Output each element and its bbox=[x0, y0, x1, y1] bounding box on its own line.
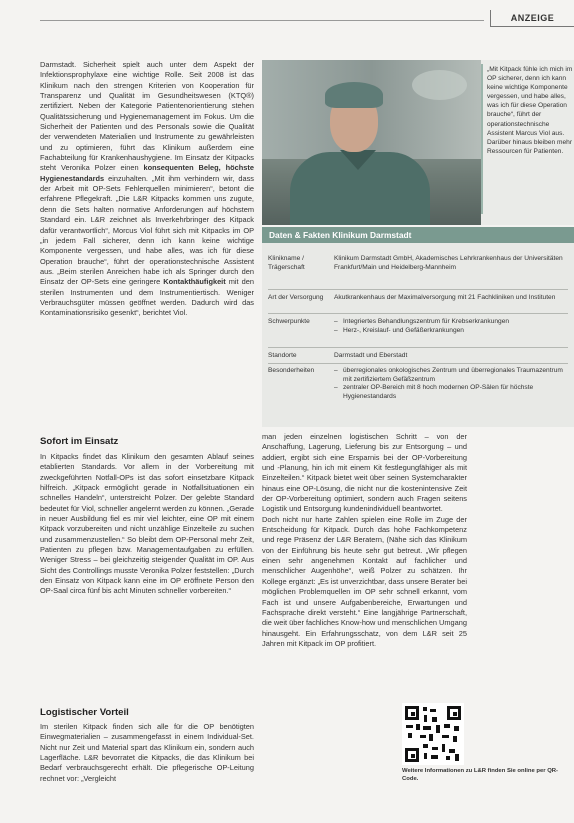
facts-key: Schwerpunkte bbox=[268, 318, 310, 325]
intro-bold-2: Kontakthäufigkeit bbox=[163, 277, 226, 287]
intro-text-3: mit den sterilen Instrumenten und dem Instrumentiertisch. Weniger Verbrauchsgüter müssen geöffnet werden. Dadurch wird das Kontaminationsrisiko gesenkt“, berichtet Viol. bbox=[40, 277, 254, 318]
section-heading: Sofort im Einsatz bbox=[40, 436, 119, 447]
facts-list-item: – Integriertes Behandlungszentrum für Krebserkrankungen bbox=[334, 318, 566, 327]
header-rule bbox=[40, 20, 484, 21]
facts-value: Klinikum Darmstadt GmbH, Akademisches Lehrkrankenhaus der Universitäten Frankfurt/Main und Heidelberg-Mannheim bbox=[334, 255, 563, 271]
intro-column bbox=[40, 60, 254, 319]
right-paragraph: Doch nicht nur harte Zahlen spielen eine Rolle im Zuge der Entscheidung für Kitpack. Durch das hohe Fachkompetenz und rege Präsenz der L&R Beratern, (Nähe sich das Klinikum von der Einführung bis heute sehr gut betreut. „Wir pflegen einen sehr angenehmen Kontakt auf fachlicher und menschlicher Augenhöhe“, weiß Polzer zu schätzen. Ihr Kollege ergänzt: „Es ist unverzichtbar, dass unsere Berater bei möglichen Problemquellen im OP sehr schnell erkannt, vom Fach ist und unsere Aufgabenbereiche, Erwartungen und Fachsprache direkt versteht.“ Eine langjährige Partnerschaft, die weit über fachliches Know-how und menschlichen Umgang hinausgeht. Ein Erfahrungsschatz, von dem L&R seit 25 Jahren mit Kitpack im OP profitiert. bbox=[262, 514, 467, 648]
facts-value: Akutkrankenhaus der Maximalversorgung mit 21 Fachkliniken und Instituten bbox=[334, 294, 556, 301]
facts-key: Standorte bbox=[268, 352, 297, 359]
intro-text: Darmstadt. Sicherheit spielt auch unter dem Aspekt der Infektionsprophylaxe eine wichtige Rolle. Seit 2008 ist das Klinikum nach den strengen Kriterien von Kooperation für Transparenz und Qualität im Gesundheitswesen (KTQ®) zertifiziert. Neben der Kategorie Patientenorientierung stehen Qualitätssicherung und Hygienemanagement im Fokus. Um die Sicherheit der Patienten und des Personals sowie die Qualität der verwendeten Materialien und Instrumente zu gewährleisten und zu optimieren, führt das Klinikum außerdem eine Fachabteilung für Krankenhaushygiene. Im Einsatz der Kitpacks steht Veronika Polzer einen bbox=[40, 60, 254, 173]
facts-key: Klinikname / Trägerschaft bbox=[268, 255, 305, 271]
intro-bold: konsequenten Beleg, höchste Hygienestandards bbox=[40, 163, 254, 183]
photo-caption bbox=[481, 60, 574, 225]
intro-paragraph bbox=[40, 60, 254, 319]
advert-label-text: ANZEIGE bbox=[510, 13, 555, 23]
facts-list-item: – zentraler OP-Bereich mit 8 hoch modernen OP-Sälen für höchste Hygienestandards bbox=[334, 384, 566, 401]
facts-list-item: – überregionales onkologisches Zentrum und überregionales Traumazentrum mit zertifiziertem Gefäßzentrum bbox=[334, 367, 566, 384]
section-paragraph: Im sterilen Kitpack finden sich alle für die OP benötigten Einwegmaterialien – zusammengefasst in einem Individual-Set. Nicht nur Zeit und Material spart das Klinikum ein, sondern auch Lagerfläche. L&R bevorratet die Kitpacks, die das Klinikum bei Bedarf verbrauchsgerecht erhält. Die pflegerische OP-Leitung rechnet vor: „Vergleicht bbox=[40, 722, 254, 783]
surgical-cap bbox=[325, 82, 383, 108]
section-logistik-text bbox=[40, 722, 254, 784]
facts-box bbox=[262, 227, 574, 427]
facts-value bbox=[334, 318, 566, 335]
surgeon-photo bbox=[262, 60, 481, 225]
facts-value bbox=[334, 367, 566, 401]
right-paragraph: man jeden einzelnen logistischen Schritt – von der Anschaffung, Lagerung, Lieferung bis zur Entsorgung – und addiert, ergibt sich eine Ersparnis bei der OP-Vorbereitung und -Planung, hin ich mit einem Kit festlegungfähiger als mit Einzelteilen.“ Kitpack bietet weit über seinen Systemcharakter hinaus eine OP-Lösung, die nicht nur die kostenintensive Zeit der OP-Vorbereitung optimiert, sondern auch Fragen seitens Logistik und Entsorgung kundenindividuell beantwortet. bbox=[262, 432, 467, 514]
operating-lamp bbox=[412, 70, 467, 100]
qr-note: Weitere Informationen zu L&R finden Sie online per QR-Code. bbox=[402, 768, 559, 782]
facts-value: Darmstadt und Eberstadt bbox=[334, 352, 408, 359]
facts-key: Art der Versorgung bbox=[268, 294, 324, 301]
section-sofort-text bbox=[40, 452, 254, 597]
facts-title: Daten & Fakten Klinikum Darmstadt bbox=[262, 227, 574, 243]
facts-list-item: – Herz-, Kreislauf- und Gefäßerkrankungen bbox=[334, 327, 566, 336]
section-paragraph: In Kitpacks findet das Klinikum den gesamten Ablauf seines etablierten Standards. Vor allem in der Vorbereitung mit zweckgeführten Notfall-OPs ist das sofort einsetzbare Kitpack hilfreich. „Kitpack ermöglicht gerade in Notfallsituationen ein schnelles Handeln“, unterstreicht Polzer. Der gelebte Standard bedeutet für Viol, schneller angelernt werden zu können. „Gerade in neuer Ausbildung fiel es mir viel leichter, eine OP mit einem Kitpack vorzubereiten und nicht unzählige Einzelteile zu suchen und zusammenzustellen.“ So bleibt dem OP-Personal mehr Zeit, Patienten zu pflegen bzw. Managementaufgaben zu erfüllen. Weniger Stress – bei gleichzeitig steigender Qualität im OP. Aus Sicht des Controllings musste Veronika Polzer feststellen: „Durch den Einsatz von Kitpack kann eine im OP eröffnete Person den OP-Saal circa fünf bis acht Minuten schneller vorbereiten.“ bbox=[40, 452, 254, 596]
right-column bbox=[262, 432, 467, 649]
caption-text: „Mit Kitpack fühle ich mich im OP sicherer, denn ich kann keine wichtige Komponente vergessen, und habe alles, was ich für diese Operation brauche“, führt der operationstechnische Assistent Marcus Viol aus. Darüber hinaus bleiben mehr Ressourcen für Patienten. bbox=[487, 66, 573, 155]
caption-accent-bar bbox=[481, 64, 483, 214]
intro-text-2: einzuhalten. „Mit ihm verhindern wir, dass der Arbeit mit OP-Sets Fehlerquellen minimieren“, betont die erfahrene Pflegekraft. „Die L&R Kitpacks kommen uns zugute, denn die Sets halten normative Anforderungen auf höchstem Standard ein. L&R zeichnet als Inverkehrbringer des Kitpack dafür verantwortlich“, Morcus Viol führt sich mit Kitpacks im OP „in jedem Fall sicherer, denn ich kann keine wichtige Komponente vergessen, und habe alles, was ich für diese Operation brauche“, führt der operationstechnische Assistent aus. „Beim sterilen Anreichen habe ich als Springer durch den Einsatz der OP-Sets eine geringere bbox=[40, 173, 254, 287]
advert-label bbox=[490, 10, 574, 27]
facts-key: Besonderheiten bbox=[268, 367, 315, 374]
qr-code[interactable] bbox=[402, 703, 464, 765]
section-heading: Logistischer Vorteil bbox=[40, 707, 129, 718]
